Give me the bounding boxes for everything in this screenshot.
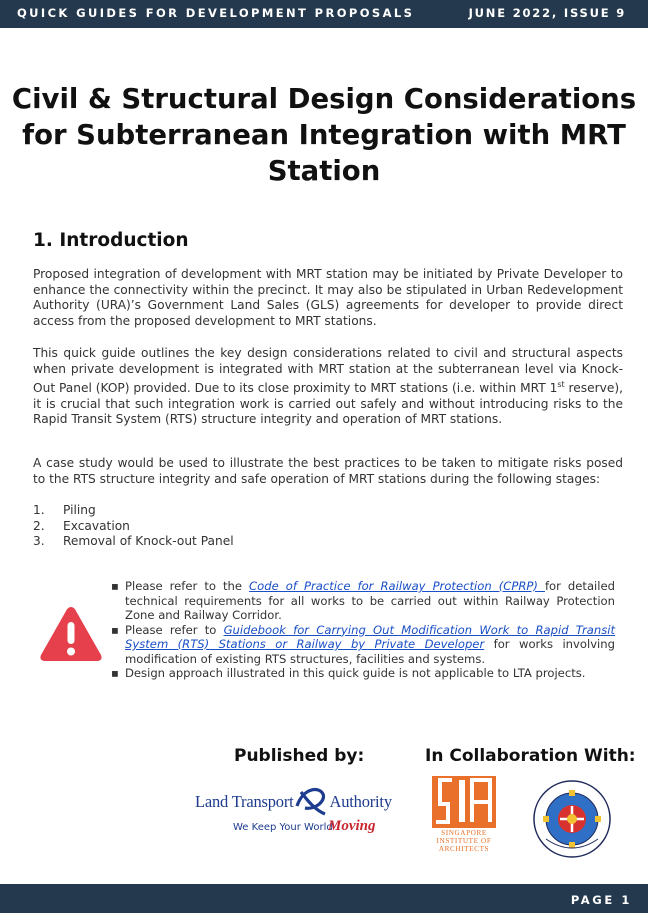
bullet-icon: ▪ xyxy=(111,622,119,637)
lta-name-part-2: Authority xyxy=(329,792,392,811)
stage-number: 1. xyxy=(33,503,45,517)
stage-number: 3. xyxy=(33,534,45,548)
issue-label: JUNE 2022, ISSUE 9 xyxy=(468,6,626,20)
cprp-link[interactable]: Code of Practice for Railway Protection (CPRP) xyxy=(249,579,545,593)
top-banner xyxy=(0,0,648,28)
sia-logo xyxy=(429,776,499,856)
sia-name xyxy=(429,829,499,853)
page-number: PAGE 1 xyxy=(570,893,632,907)
ies-seal-logo xyxy=(532,779,612,859)
intro-paragraph-1: Proposed integration of development with MRT station may be initiated by Private Developer to enhance the connectivity within the precinct. It may also be stipulated in Urban Redevelopment Authority (URA)’s Government Land Sales (GLS) agreements for developer to provide direct access from the proposed development to MRT stations. xyxy=(33,267,623,328)
note-text: Please refer to the xyxy=(125,579,250,593)
note-item-cprp xyxy=(111,579,615,623)
intro-paragraph-3: A case study would be used to illustrate the best practices to be taken to mitigate risks posed to the RTS structure integrity and safe operation of MRT stations during the following stages: xyxy=(33,456,623,486)
bullet-icon: ▪ xyxy=(111,579,119,593)
paragraph-2-part-2: reserve), it is crucial that such integration work is carried out safely and without introducing risks to the Rapid Transit System (RTS) structure integrity and operation of MRT stations. xyxy=(33,381,623,427)
footer-banner xyxy=(0,884,648,913)
stage-label: Removal of Knock-out Panel xyxy=(63,534,234,548)
lta-logo xyxy=(193,784,403,844)
guidebook-link[interactable]: Guidebook for Carrying Out Modification Work to Rapid Transit System (RTS) Stations or Railway by Private Developer xyxy=(125,622,616,651)
bullet-icon: ▪ xyxy=(111,666,119,680)
lta-tagline: We Keep Your World xyxy=(233,822,333,833)
sia-name-line: ARCHITECTS xyxy=(438,845,490,853)
notes-list xyxy=(111,579,615,681)
warning-triangle-icon xyxy=(38,604,104,664)
note-item-guidebook xyxy=(111,623,615,667)
section-heading: 1. Introduction xyxy=(33,230,189,251)
document-title: Civil & Structural Design Considerations for Subterranean Integration with MRT Station xyxy=(11,83,637,187)
note-item-lta-projects xyxy=(111,666,615,681)
stage-item xyxy=(33,534,234,550)
stage-number: 2. xyxy=(33,518,45,533)
guide-series-label: QUICK GUIDES FOR DEVELOPMENT PROPOSALS xyxy=(17,6,415,20)
sia-name-line: SINGAPORE xyxy=(441,829,487,837)
published-by-label: Published by: xyxy=(234,746,365,766)
note-text: Design approach illustrated in this quick guide is not applicable to LTA projects. xyxy=(125,666,586,680)
lta-name-part-1: Land Transport xyxy=(195,792,294,811)
lta-tagline-moving: Moving xyxy=(328,818,376,834)
stage-item xyxy=(33,503,234,519)
paragraph-2-part-1: This quick guide outlines the key design considerations related to civil and structural aspects when private development is integrated with MRT station at the subterranean level via Knock-Out Panel (KOP) provided. Due to its close proximity to MRT stations (i.e. within MRT 1 xyxy=(33,346,623,396)
stage-item xyxy=(33,519,234,535)
sia-name-line: INSTITUTE OF xyxy=(436,837,492,845)
stage-label: Piling xyxy=(63,503,96,517)
lta-name xyxy=(195,792,392,812)
note-text: for detailed technical requirements for all works to be carried out within Railway Protection Zone and Railway Corridor. xyxy=(125,579,615,622)
stage-label: Excavation xyxy=(63,518,130,533)
stages-list xyxy=(33,503,234,550)
intro-paragraph-2 xyxy=(33,346,623,428)
note-text: for works involving modification of existing RTS structures, facilities and systems. xyxy=(125,637,615,666)
superscript-st: st xyxy=(557,380,565,389)
note-text: Please refer to xyxy=(125,622,224,637)
collaboration-label: In Collaboration With: xyxy=(425,746,636,766)
sia-mark-icon xyxy=(432,776,496,828)
